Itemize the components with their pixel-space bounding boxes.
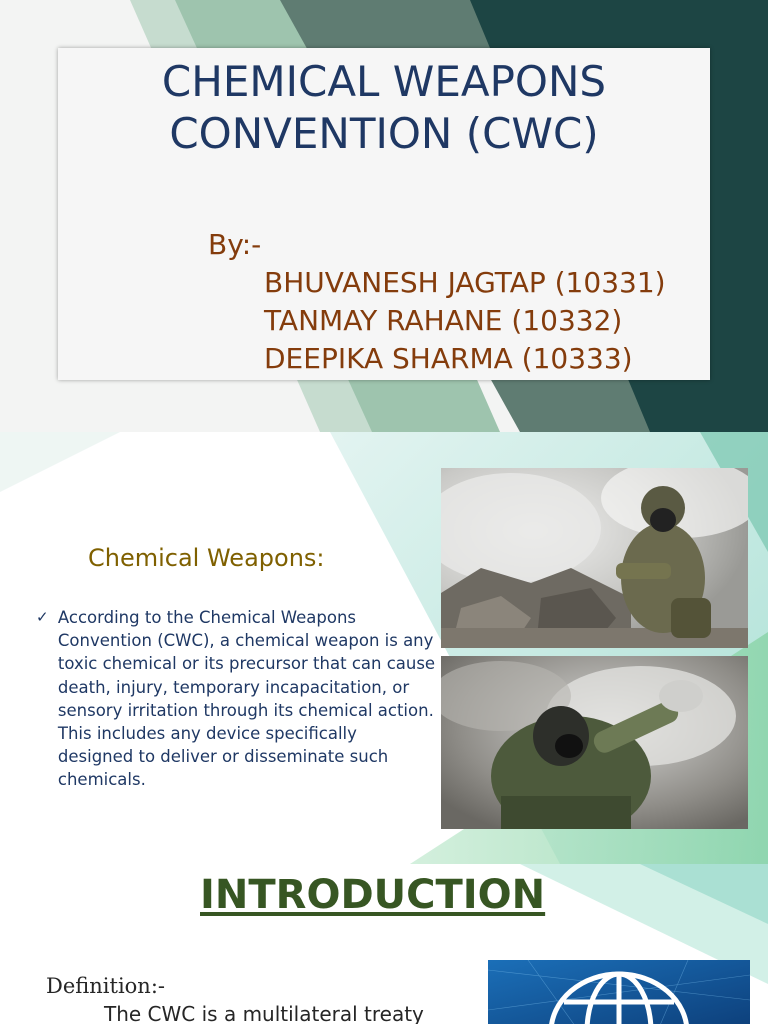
definition-label: Definition:- xyxy=(46,974,166,998)
introduction-heading: INTRODUCTION xyxy=(200,872,546,918)
section-heading: Chemical Weapons: xyxy=(88,544,325,572)
introduction-slide xyxy=(0,864,768,1024)
soldier-gas-mask-crouching-photo xyxy=(441,468,748,648)
definition-text: The CWC is a multilateral treaty xyxy=(104,1002,424,1024)
slide-title: CHEMICAL WEAPONS CONVENTION (CWC) xyxy=(161,57,607,158)
title-card xyxy=(58,48,710,380)
bullet-text: According to the Chemical Weapons Convention (CWC), a chemical weapon is any toxic chemical or its precursor that can cause death, injury, temporary incapacitation, or sensory irritation through its chemical action. This includes any device specifically designed to deliver or disseminate such chemicals. xyxy=(57,608,436,790)
author-name: DEEPIKA SHARMA (10333) xyxy=(264,342,633,375)
author-name: TANMAY RAHANE (10332) xyxy=(264,304,623,337)
bullet-item xyxy=(36,606,436,792)
byline-label: By:- xyxy=(208,228,262,261)
checkmark-icon: ✓ xyxy=(36,608,49,626)
soldier-gas-mask-smoke-photo xyxy=(441,656,748,829)
title-slide xyxy=(0,0,768,432)
chemical-weapons-slide xyxy=(0,432,768,864)
author-name: BHUVANESH JAGTAP (10331) xyxy=(264,266,666,299)
opcw-globe-logo xyxy=(488,960,750,1024)
